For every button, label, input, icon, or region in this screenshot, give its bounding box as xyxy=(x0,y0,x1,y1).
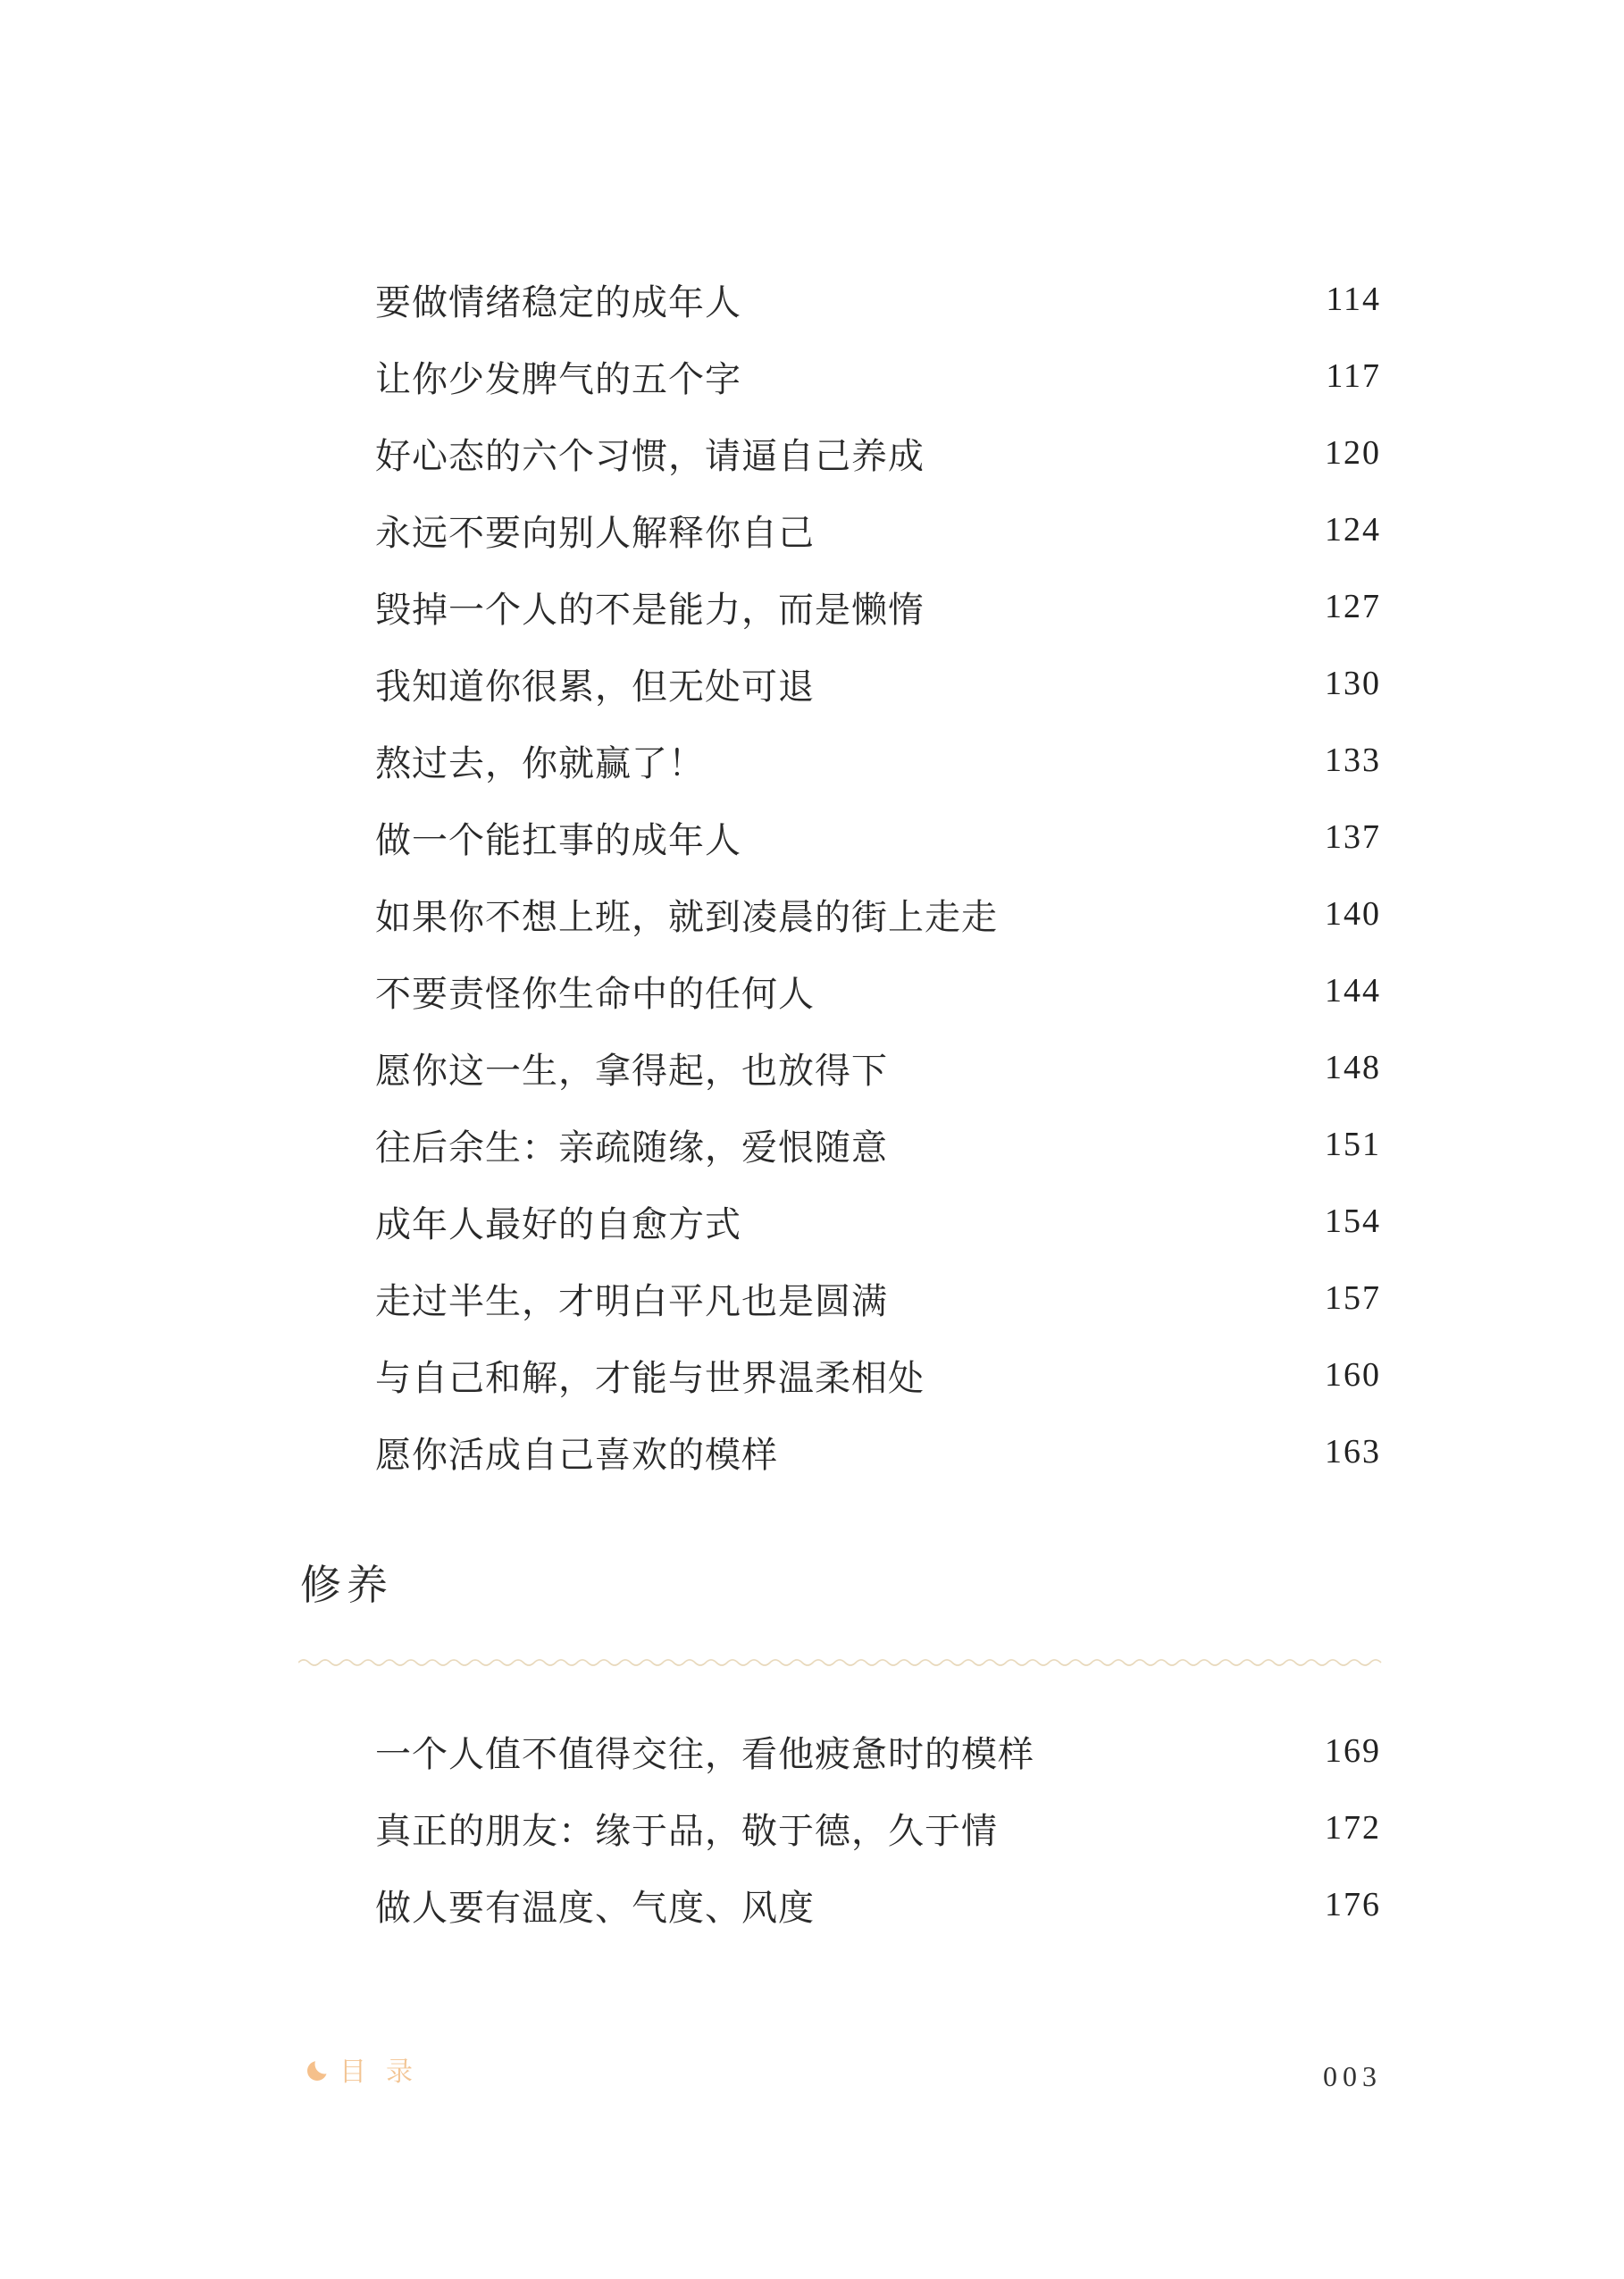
toc-entry-title: 与自己和解，才能与世界温柔相处 xyxy=(375,1357,925,1398)
footer-running-title xyxy=(307,2049,432,2089)
toc-entry-page-number: 157 xyxy=(1325,1279,1381,1317)
toc-entry-page-number: 176 xyxy=(1325,1886,1381,1923)
toc-entry-page-number: 114 xyxy=(1326,281,1381,318)
toc-entry-title: 毁掉一个人的不是能力，而是懒惰 xyxy=(375,589,925,630)
toc-entry-page-number: 120 xyxy=(1325,434,1381,472)
toc-entry-row xyxy=(375,491,1381,568)
toc-entry-title: 愿你这一生，拿得起，也放得下 xyxy=(375,1050,888,1091)
toc-entry-title: 做一个能扛事的成年人 xyxy=(375,819,741,860)
toc-entry-page-number: 140 xyxy=(1325,895,1381,933)
toc-entry-title: 让你少发脾气的五个字 xyxy=(375,358,741,399)
toc-entry-title: 我知道你很累，但无处可退 xyxy=(375,666,815,707)
toc-entry-row xyxy=(375,799,1381,876)
toc-entry-page-number: 117 xyxy=(1326,357,1381,395)
toc-entry-page-number: 124 xyxy=(1325,511,1381,549)
toc-entry-row xyxy=(375,1713,1381,1789)
toc-entry-title: 走过半生，才明白平凡也是圆满 xyxy=(375,1280,888,1321)
toc-entry-row xyxy=(375,568,1381,645)
toc-entry-title: 如果你不想上班，就到凌晨的街上走走 xyxy=(375,896,998,937)
toc-entry-row xyxy=(375,1260,1381,1336)
toc-entry-title: 不要责怪你生命中的任何人 xyxy=(375,973,815,1014)
toc-entry-row xyxy=(375,952,1381,1029)
toc-entry-row xyxy=(375,338,1381,415)
toc-entry-title: 好心态的六个习惯，请逼自己养成 xyxy=(375,435,925,476)
toc-entry-row xyxy=(375,1866,1381,1943)
toc-entry-row xyxy=(375,1183,1381,1260)
toc-entry-page-number: 137 xyxy=(1325,818,1381,856)
toc-entry-row xyxy=(375,722,1381,799)
toc-entry-title: 成年人最好的自愈方式 xyxy=(375,1203,741,1244)
crescent-moon-icon xyxy=(307,2056,331,2082)
toc-entry-page-number: 144 xyxy=(1325,972,1381,1010)
toc-entry-page-number: 127 xyxy=(1325,588,1381,625)
toc-entry-title: 要做情绪稳定的成年人 xyxy=(375,281,741,323)
toc-entry-page-number: 133 xyxy=(1325,742,1381,779)
toc-entry-title: 一个人值不值得交往，看他疲惫时的模样 xyxy=(375,1733,1034,1774)
toc-entry-page-number: 154 xyxy=(1325,1202,1381,1240)
toc-entry-row xyxy=(375,876,1381,952)
toc-entry-row xyxy=(375,1789,1381,1866)
toc-entry-page-number: 172 xyxy=(1325,1809,1381,1847)
toc-list-part1 xyxy=(375,261,1381,1490)
toc-entry-row xyxy=(375,1413,1381,1490)
toc-entry-row xyxy=(375,261,1381,338)
toc-entry-title: 永远不要向别人解释你自己 xyxy=(375,512,815,553)
toc-entry-row xyxy=(375,1106,1381,1183)
wavy-divider-icon xyxy=(298,1656,1383,1669)
toc-entry-row xyxy=(375,1029,1381,1106)
toc-entry-title: 愿你活成自己喜欢的模样 xyxy=(375,1434,778,1475)
toc-entry-title: 往后余生：亲疏随缘，爱恨随意 xyxy=(375,1127,888,1168)
toc-entry-row xyxy=(375,415,1381,491)
toc-entry-page-number: 160 xyxy=(1325,1356,1381,1394)
toc-entry-page-number: 163 xyxy=(1325,1433,1381,1470)
toc-entry-title: 做人要有温度、气度、风度 xyxy=(375,1887,815,1928)
footer-label: 目录 xyxy=(339,2057,432,2087)
toc-entry-title: 真正的朋友：缘于品，敬于德，久于情 xyxy=(375,1810,998,1851)
footer-page-number: 003 xyxy=(1323,2060,1382,2092)
toc-entry-page-number: 169 xyxy=(1325,1732,1381,1770)
toc-entry-title: 熬过去，你就赢了！ xyxy=(375,742,705,783)
toc-entry-row xyxy=(375,645,1381,722)
toc-entry-page-number: 130 xyxy=(1325,665,1381,702)
toc-entry-page-number: 151 xyxy=(1325,1126,1381,1163)
toc-entry-page-number: 148 xyxy=(1325,1049,1381,1086)
section-heading: 修养 xyxy=(300,1562,393,1608)
toc-list-part2 xyxy=(375,1713,1381,1943)
toc-entry-row xyxy=(375,1336,1381,1413)
